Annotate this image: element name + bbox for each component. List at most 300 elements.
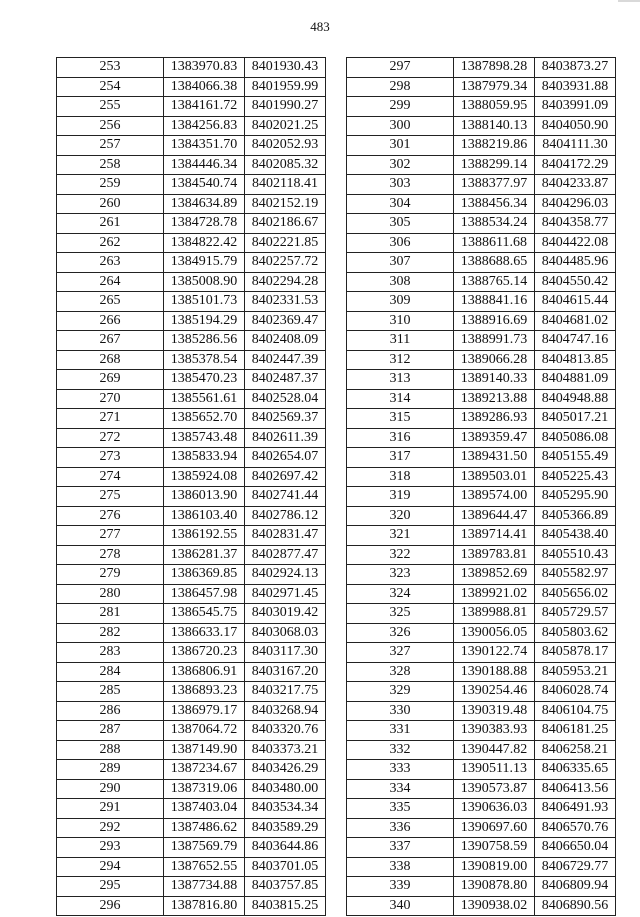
point-number-cell: 258 bbox=[57, 155, 164, 175]
point-number-cell: 312 bbox=[347, 350, 454, 370]
table-row bbox=[57, 545, 326, 565]
table-row bbox=[57, 292, 326, 312]
point-number-cell: 294 bbox=[57, 857, 164, 877]
point-number-cell: 327 bbox=[347, 643, 454, 663]
point-number-cell: 301 bbox=[347, 136, 454, 156]
y-coordinate-cell: 8403019.42 bbox=[245, 604, 326, 624]
y-coordinate-cell: 8403217.75 bbox=[245, 682, 326, 702]
y-coordinate-cell: 8403480.00 bbox=[245, 779, 326, 799]
x-coordinate-cell: 1388299.14 bbox=[454, 155, 535, 175]
x-coordinate-cell: 1384822.42 bbox=[164, 233, 245, 253]
y-coordinate-cell: 8404422.08 bbox=[535, 233, 616, 253]
point-number-cell: 265 bbox=[57, 292, 164, 312]
point-number-cell: 269 bbox=[57, 370, 164, 390]
table-row bbox=[57, 253, 326, 273]
y-coordinate-cell: 8402447.39 bbox=[245, 350, 326, 370]
y-coordinate-cell: 8405225.43 bbox=[535, 467, 616, 487]
table-row bbox=[347, 233, 616, 253]
x-coordinate-cell: 1390511.13 bbox=[454, 760, 535, 780]
x-coordinate-cell: 1390447.82 bbox=[454, 740, 535, 760]
x-coordinate-cell: 1385924.08 bbox=[164, 467, 245, 487]
y-coordinate-cell: 8403068.03 bbox=[245, 623, 326, 643]
x-coordinate-cell: 1387234.67 bbox=[164, 760, 245, 780]
point-number-cell: 296 bbox=[57, 896, 164, 916]
x-coordinate-cell: 1389213.88 bbox=[454, 389, 535, 409]
x-coordinate-cell: 1385008.90 bbox=[164, 272, 245, 292]
table-row bbox=[347, 389, 616, 409]
x-coordinate-cell: 1383970.83 bbox=[164, 58, 245, 78]
x-coordinate-cell: 1386103.40 bbox=[164, 506, 245, 526]
y-coordinate-cell: 8402085.32 bbox=[245, 155, 326, 175]
page-number: 483 bbox=[310, 19, 330, 34]
table-row bbox=[57, 214, 326, 234]
y-coordinate-cell: 8406491.93 bbox=[535, 799, 616, 819]
y-coordinate-cell: 8403426.29 bbox=[245, 760, 326, 780]
x-coordinate-cell: 1388059.95 bbox=[454, 97, 535, 117]
y-coordinate-cell: 8402831.47 bbox=[245, 526, 326, 546]
y-coordinate-cell: 8405582.97 bbox=[535, 565, 616, 585]
table-row bbox=[347, 565, 616, 585]
point-number-cell: 330 bbox=[347, 701, 454, 721]
y-coordinate-cell: 8403117.30 bbox=[245, 643, 326, 663]
point-number-cell: 266 bbox=[57, 311, 164, 331]
y-coordinate-cell: 8403534.34 bbox=[245, 799, 326, 819]
x-coordinate-cell: 1390122.74 bbox=[454, 643, 535, 663]
point-number-cell: 297 bbox=[347, 58, 454, 78]
point-number-cell: 313 bbox=[347, 370, 454, 390]
y-coordinate-cell: 8402654.07 bbox=[245, 448, 326, 468]
y-coordinate-cell: 8402611.39 bbox=[245, 428, 326, 448]
table-row bbox=[347, 116, 616, 136]
point-number-cell: 298 bbox=[347, 77, 454, 97]
table-row bbox=[57, 799, 326, 819]
table-row bbox=[347, 779, 616, 799]
coordinate-table-body bbox=[57, 58, 326, 916]
x-coordinate-cell: 1389783.81 bbox=[454, 545, 535, 565]
point-number-cell: 299 bbox=[347, 97, 454, 117]
x-coordinate-cell: 1390188.88 bbox=[454, 662, 535, 682]
x-coordinate-cell: 1388456.34 bbox=[454, 194, 535, 214]
table-row bbox=[57, 526, 326, 546]
y-coordinate-cell: 8404050.90 bbox=[535, 116, 616, 136]
point-number-cell: 277 bbox=[57, 526, 164, 546]
point-number-cell: 256 bbox=[57, 116, 164, 136]
point-number-cell: 288 bbox=[57, 740, 164, 760]
x-coordinate-cell: 1390056.05 bbox=[454, 623, 535, 643]
y-coordinate-cell: 8405510.43 bbox=[535, 545, 616, 565]
table-row bbox=[57, 682, 326, 702]
point-number-cell: 336 bbox=[347, 818, 454, 838]
x-coordinate-cell: 1387734.88 bbox=[164, 877, 245, 897]
point-number-cell: 326 bbox=[347, 623, 454, 643]
x-coordinate-cell: 1384540.74 bbox=[164, 175, 245, 195]
y-coordinate-cell: 8404813.85 bbox=[535, 350, 616, 370]
point-number-cell: 271 bbox=[57, 409, 164, 429]
table-row bbox=[347, 214, 616, 234]
point-number-cell: 270 bbox=[57, 389, 164, 409]
table-row bbox=[347, 545, 616, 565]
y-coordinate-cell: 8405729.57 bbox=[535, 604, 616, 624]
y-coordinate-cell: 8403373.21 bbox=[245, 740, 326, 760]
table-row bbox=[347, 409, 616, 429]
x-coordinate-cell: 1389503.01 bbox=[454, 467, 535, 487]
x-coordinate-cell: 1388534.24 bbox=[454, 214, 535, 234]
y-coordinate-cell: 8402369.47 bbox=[245, 311, 326, 331]
point-number-cell: 320 bbox=[347, 506, 454, 526]
y-coordinate-cell: 8402052.93 bbox=[245, 136, 326, 156]
point-number-cell: 309 bbox=[347, 292, 454, 312]
y-coordinate-cell: 8406104.75 bbox=[535, 701, 616, 721]
table-row bbox=[57, 623, 326, 643]
y-coordinate-cell: 8402924.13 bbox=[245, 565, 326, 585]
table-row bbox=[347, 194, 616, 214]
table-row bbox=[347, 467, 616, 487]
point-number-cell: 267 bbox=[57, 331, 164, 351]
point-number-cell: 279 bbox=[57, 565, 164, 585]
point-number-cell: 310 bbox=[347, 311, 454, 331]
point-number-cell: 275 bbox=[57, 487, 164, 507]
point-number-cell: 295 bbox=[57, 877, 164, 897]
x-coordinate-cell: 1390636.03 bbox=[454, 799, 535, 819]
point-number-cell: 264 bbox=[57, 272, 164, 292]
x-coordinate-cell: 1385833.94 bbox=[164, 448, 245, 468]
point-number-cell: 273 bbox=[57, 448, 164, 468]
point-number-cell: 259 bbox=[57, 175, 164, 195]
table-row bbox=[347, 331, 616, 351]
point-number-cell: 328 bbox=[347, 662, 454, 682]
point-number-cell: 263 bbox=[57, 253, 164, 273]
table-row bbox=[57, 467, 326, 487]
table-row bbox=[57, 838, 326, 858]
y-coordinate-cell: 8405803.62 bbox=[535, 623, 616, 643]
table-row bbox=[57, 818, 326, 838]
point-number-cell: 278 bbox=[57, 545, 164, 565]
x-coordinate-cell: 1388219.86 bbox=[454, 136, 535, 156]
point-number-cell: 307 bbox=[347, 253, 454, 273]
point-number-cell: 287 bbox=[57, 721, 164, 741]
table-row bbox=[347, 584, 616, 604]
table-row bbox=[57, 58, 326, 78]
point-number-cell: 325 bbox=[347, 604, 454, 624]
table-row bbox=[57, 155, 326, 175]
point-number-cell: 291 bbox=[57, 799, 164, 819]
table-row bbox=[57, 565, 326, 585]
y-coordinate-cell: 8403815.25 bbox=[245, 896, 326, 916]
point-number-cell: 335 bbox=[347, 799, 454, 819]
y-coordinate-cell: 8404681.02 bbox=[535, 311, 616, 331]
x-coordinate-cell: 1390573.87 bbox=[454, 779, 535, 799]
y-coordinate-cell: 8406570.76 bbox=[535, 818, 616, 838]
point-number-cell: 322 bbox=[347, 545, 454, 565]
x-coordinate-cell: 1390758.59 bbox=[454, 838, 535, 858]
y-coordinate-cell: 8404233.87 bbox=[535, 175, 616, 195]
table-row bbox=[347, 877, 616, 897]
y-coordinate-cell: 8401959.99 bbox=[245, 77, 326, 97]
table-row bbox=[57, 506, 326, 526]
y-coordinate-cell: 8405438.40 bbox=[535, 526, 616, 546]
x-coordinate-cell: 1390254.46 bbox=[454, 682, 535, 702]
x-coordinate-cell: 1386979.17 bbox=[164, 701, 245, 721]
table-row bbox=[347, 136, 616, 156]
y-coordinate-cell: 8402257.72 bbox=[245, 253, 326, 273]
x-coordinate-cell: 1390878.80 bbox=[454, 877, 535, 897]
table-row bbox=[347, 487, 616, 507]
table-row bbox=[57, 311, 326, 331]
x-coordinate-cell: 1385561.61 bbox=[164, 389, 245, 409]
point-number-cell: 331 bbox=[347, 721, 454, 741]
y-coordinate-cell: 8402221.85 bbox=[245, 233, 326, 253]
point-number-cell: 332 bbox=[347, 740, 454, 760]
x-coordinate-cell: 1388140.13 bbox=[454, 116, 535, 136]
y-coordinate-cell: 8404485.96 bbox=[535, 253, 616, 273]
table-row bbox=[347, 506, 616, 526]
point-number-cell: 338 bbox=[347, 857, 454, 877]
table-row bbox=[57, 409, 326, 429]
table-row bbox=[347, 682, 616, 702]
table-row bbox=[57, 350, 326, 370]
table-row bbox=[347, 526, 616, 546]
y-coordinate-cell: 8403873.27 bbox=[535, 58, 616, 78]
y-coordinate-cell: 8403644.86 bbox=[245, 838, 326, 858]
y-coordinate-cell: 8404615.44 bbox=[535, 292, 616, 312]
y-coordinate-cell: 8404948.88 bbox=[535, 389, 616, 409]
y-coordinate-cell: 8402487.37 bbox=[245, 370, 326, 390]
x-coordinate-cell: 1389714.41 bbox=[454, 526, 535, 546]
point-number-cell: 268 bbox=[57, 350, 164, 370]
y-coordinate-cell: 8404172.29 bbox=[535, 155, 616, 175]
point-number-cell: 257 bbox=[57, 136, 164, 156]
x-coordinate-cell: 1388916.69 bbox=[454, 311, 535, 331]
point-number-cell: 329 bbox=[347, 682, 454, 702]
x-coordinate-cell: 1386545.75 bbox=[164, 604, 245, 624]
point-number-cell: 333 bbox=[347, 760, 454, 780]
table-row bbox=[57, 701, 326, 721]
point-number-cell: 321 bbox=[347, 526, 454, 546]
point-number-cell: 293 bbox=[57, 838, 164, 858]
table-row bbox=[347, 370, 616, 390]
x-coordinate-cell: 1389286.93 bbox=[454, 409, 535, 429]
x-coordinate-cell: 1386806.91 bbox=[164, 662, 245, 682]
point-number-cell: 305 bbox=[347, 214, 454, 234]
point-number-cell: 261 bbox=[57, 214, 164, 234]
x-coordinate-cell: 1388611.68 bbox=[454, 233, 535, 253]
x-coordinate-cell: 1384256.83 bbox=[164, 116, 245, 136]
table-row bbox=[347, 175, 616, 195]
table-row bbox=[347, 857, 616, 877]
x-coordinate-cell: 1385652.70 bbox=[164, 409, 245, 429]
x-coordinate-cell: 1388991.73 bbox=[454, 331, 535, 351]
table-row bbox=[57, 233, 326, 253]
point-number-cell: 311 bbox=[347, 331, 454, 351]
y-coordinate-cell: 8405656.02 bbox=[535, 584, 616, 604]
point-number-cell: 254 bbox=[57, 77, 164, 97]
x-coordinate-cell: 1386369.85 bbox=[164, 565, 245, 585]
x-coordinate-cell: 1390383.93 bbox=[454, 721, 535, 741]
y-coordinate-cell: 8403320.76 bbox=[245, 721, 326, 741]
x-coordinate-cell: 1388841.16 bbox=[454, 292, 535, 312]
y-coordinate-cell: 8404881.09 bbox=[535, 370, 616, 390]
table-row bbox=[347, 155, 616, 175]
table-row bbox=[57, 194, 326, 214]
coordinate-table-left bbox=[56, 57, 326, 916]
y-coordinate-cell: 8405366.89 bbox=[535, 506, 616, 526]
x-coordinate-cell: 1386893.23 bbox=[164, 682, 245, 702]
table-row bbox=[57, 428, 326, 448]
y-coordinate-cell: 8402569.37 bbox=[245, 409, 326, 429]
table-row bbox=[347, 448, 616, 468]
table-row bbox=[57, 760, 326, 780]
x-coordinate-cell: 1386633.17 bbox=[164, 623, 245, 643]
x-coordinate-cell: 1387319.06 bbox=[164, 779, 245, 799]
x-coordinate-cell: 1384446.34 bbox=[164, 155, 245, 175]
x-coordinate-cell: 1384351.70 bbox=[164, 136, 245, 156]
coordinate-table-body bbox=[347, 58, 616, 916]
x-coordinate-cell: 1390697.60 bbox=[454, 818, 535, 838]
table-row bbox=[57, 877, 326, 897]
y-coordinate-cell: 8403701.05 bbox=[245, 857, 326, 877]
y-coordinate-cell: 8403757.85 bbox=[245, 877, 326, 897]
x-coordinate-cell: 1385286.56 bbox=[164, 331, 245, 351]
x-coordinate-cell: 1387979.34 bbox=[454, 77, 535, 97]
coordinate-table-right bbox=[346, 57, 616, 916]
table-row bbox=[57, 389, 326, 409]
x-coordinate-cell: 1387149.90 bbox=[164, 740, 245, 760]
x-coordinate-cell: 1388688.65 bbox=[454, 253, 535, 273]
table-row bbox=[57, 370, 326, 390]
x-coordinate-cell: 1386281.37 bbox=[164, 545, 245, 565]
point-number-cell: 272 bbox=[57, 428, 164, 448]
point-number-cell: 339 bbox=[347, 877, 454, 897]
x-coordinate-cell: 1389644.47 bbox=[454, 506, 535, 526]
y-coordinate-cell: 8406650.04 bbox=[535, 838, 616, 858]
table-row bbox=[347, 58, 616, 78]
table-row bbox=[57, 604, 326, 624]
y-coordinate-cell: 8402186.67 bbox=[245, 214, 326, 234]
x-coordinate-cell: 1387816.80 bbox=[164, 896, 245, 916]
y-coordinate-cell: 8406335.65 bbox=[535, 760, 616, 780]
y-coordinate-cell: 8403167.20 bbox=[245, 662, 326, 682]
table-row bbox=[347, 623, 616, 643]
y-coordinate-cell: 8406729.77 bbox=[535, 857, 616, 877]
y-coordinate-cell: 8405155.49 bbox=[535, 448, 616, 468]
y-coordinate-cell: 8406809.94 bbox=[535, 877, 616, 897]
point-number-cell: 340 bbox=[347, 896, 454, 916]
point-number-cell: 276 bbox=[57, 506, 164, 526]
table-row bbox=[57, 662, 326, 682]
table-row bbox=[57, 896, 326, 916]
x-coordinate-cell: 1387898.28 bbox=[454, 58, 535, 78]
x-coordinate-cell: 1390819.00 bbox=[454, 857, 535, 877]
point-number-cell: 262 bbox=[57, 233, 164, 253]
point-number-cell: 318 bbox=[347, 467, 454, 487]
table-row bbox=[57, 448, 326, 468]
point-number-cell: 317 bbox=[347, 448, 454, 468]
point-number-cell: 260 bbox=[57, 194, 164, 214]
x-coordinate-cell: 1389921.02 bbox=[454, 584, 535, 604]
x-coordinate-cell: 1389852.69 bbox=[454, 565, 535, 585]
table-row bbox=[347, 799, 616, 819]
x-coordinate-cell: 1385470.23 bbox=[164, 370, 245, 390]
y-coordinate-cell: 8405086.08 bbox=[535, 428, 616, 448]
y-coordinate-cell: 8405878.17 bbox=[535, 643, 616, 663]
table-row bbox=[57, 643, 326, 663]
table-row bbox=[57, 136, 326, 156]
y-coordinate-cell: 8406413.56 bbox=[535, 779, 616, 799]
x-coordinate-cell: 1389140.33 bbox=[454, 370, 535, 390]
point-number-cell: 319 bbox=[347, 487, 454, 507]
point-number-cell: 324 bbox=[347, 584, 454, 604]
table-row bbox=[57, 740, 326, 760]
y-coordinate-cell: 8406028.74 bbox=[535, 682, 616, 702]
y-coordinate-cell: 8403268.94 bbox=[245, 701, 326, 721]
y-coordinate-cell: 8406258.21 bbox=[535, 740, 616, 760]
x-coordinate-cell: 1388765.14 bbox=[454, 272, 535, 292]
point-number-cell: 302 bbox=[347, 155, 454, 175]
table-row bbox=[57, 487, 326, 507]
point-number-cell: 284 bbox=[57, 662, 164, 682]
y-coordinate-cell: 8402408.09 bbox=[245, 331, 326, 351]
table-row bbox=[57, 779, 326, 799]
point-number-cell: 280 bbox=[57, 584, 164, 604]
point-number-cell: 253 bbox=[57, 58, 164, 78]
x-coordinate-cell: 1390319.48 bbox=[454, 701, 535, 721]
x-coordinate-cell: 1385743.48 bbox=[164, 428, 245, 448]
table-row bbox=[347, 896, 616, 916]
y-coordinate-cell: 8402786.12 bbox=[245, 506, 326, 526]
y-coordinate-cell: 8402741.44 bbox=[245, 487, 326, 507]
x-coordinate-cell: 1389988.81 bbox=[454, 604, 535, 624]
table-row bbox=[57, 175, 326, 195]
y-coordinate-cell: 8403931.88 bbox=[535, 77, 616, 97]
point-number-cell: 308 bbox=[347, 272, 454, 292]
point-number-cell: 323 bbox=[347, 565, 454, 585]
table-row bbox=[347, 838, 616, 858]
table-row bbox=[347, 292, 616, 312]
x-coordinate-cell: 1386720.23 bbox=[164, 643, 245, 663]
table-row bbox=[57, 77, 326, 97]
point-number-cell: 292 bbox=[57, 818, 164, 838]
x-coordinate-cell: 1385101.73 bbox=[164, 292, 245, 312]
x-coordinate-cell: 1386013.90 bbox=[164, 487, 245, 507]
table-row bbox=[347, 818, 616, 838]
y-coordinate-cell: 8401930.43 bbox=[245, 58, 326, 78]
point-number-cell: 300 bbox=[347, 116, 454, 136]
point-number-cell: 286 bbox=[57, 701, 164, 721]
point-number-cell: 337 bbox=[347, 838, 454, 858]
point-number-cell: 282 bbox=[57, 623, 164, 643]
table-row bbox=[347, 253, 616, 273]
y-coordinate-cell: 8406181.25 bbox=[535, 721, 616, 741]
table-row bbox=[347, 643, 616, 663]
scan-edge-mark bbox=[618, 0, 640, 2]
y-coordinate-cell: 8403991.09 bbox=[535, 97, 616, 117]
table-row bbox=[347, 350, 616, 370]
y-coordinate-cell: 8404358.77 bbox=[535, 214, 616, 234]
y-coordinate-cell: 8402877.47 bbox=[245, 545, 326, 565]
point-number-cell: 274 bbox=[57, 467, 164, 487]
y-coordinate-cell: 8405017.21 bbox=[535, 409, 616, 429]
x-coordinate-cell: 1384161.72 bbox=[164, 97, 245, 117]
x-coordinate-cell: 1389431.50 bbox=[454, 448, 535, 468]
x-coordinate-cell: 1387403.04 bbox=[164, 799, 245, 819]
table-row bbox=[347, 701, 616, 721]
point-number-cell: 290 bbox=[57, 779, 164, 799]
x-coordinate-cell: 1390938.02 bbox=[454, 896, 535, 916]
x-coordinate-cell: 1385194.29 bbox=[164, 311, 245, 331]
point-number-cell: 304 bbox=[347, 194, 454, 214]
point-number-cell: 306 bbox=[347, 233, 454, 253]
point-number-cell: 316 bbox=[347, 428, 454, 448]
